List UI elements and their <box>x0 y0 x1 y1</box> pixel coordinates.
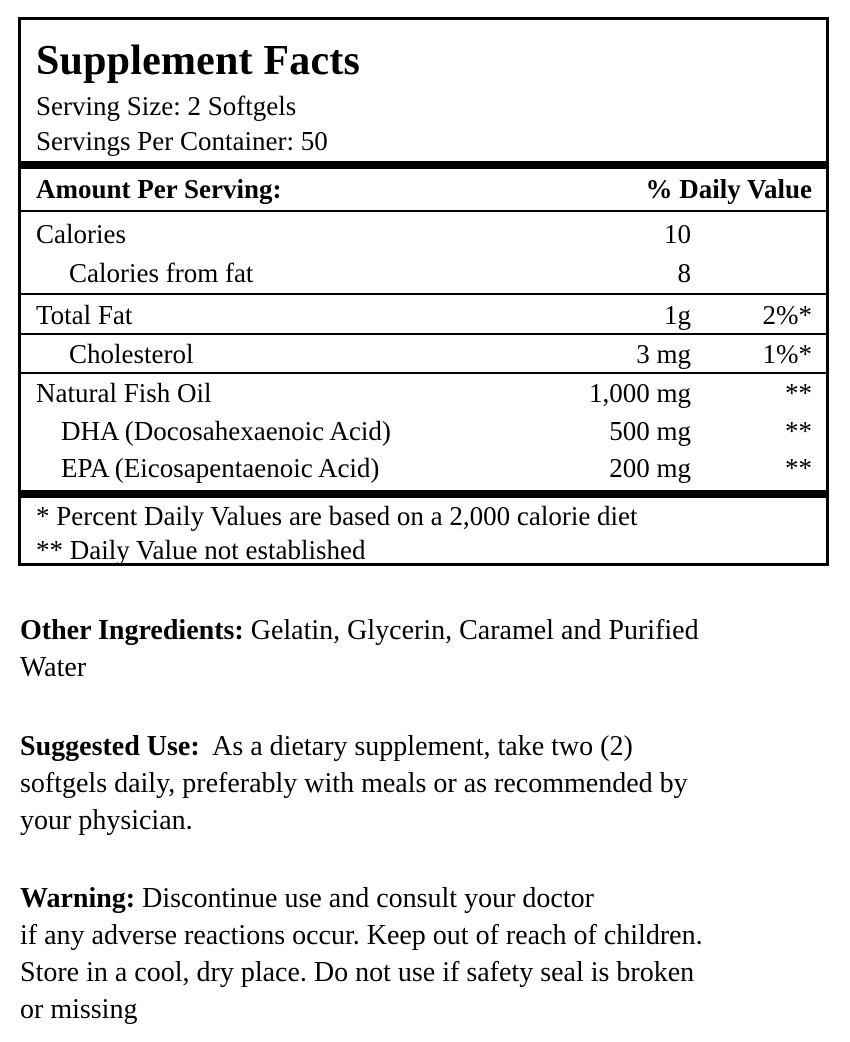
suggested-use-label: Suggested Use: <box>20 731 200 762</box>
nutrient-label: Cholesterol <box>69 339 194 369</box>
divider <box>21 372 826 374</box>
suggested-use-text: your physician. <box>20 805 193 836</box>
nutrient-amount: 10 <box>664 219 691 249</box>
nutrient-amount: 500 mg <box>609 416 691 446</box>
nutrient-row-fish-oil <box>21 376 826 410</box>
nutrient-amount: 1,000 mg <box>588 378 691 408</box>
nutrient-dv: 2%* <box>762 300 812 330</box>
warning-section <box>20 880 835 1028</box>
other-ingredients-section <box>20 612 835 686</box>
thick-divider-bottom <box>21 490 826 498</box>
divider <box>21 293 826 295</box>
suggested-use-text: As a dietary supplement, take two (2) <box>199 731 633 762</box>
suggested-use-text: softgels daily, preferably with meals or as recommended by <box>20 768 688 799</box>
servings-per-container: Servings Per Container: 50 <box>36 126 328 156</box>
amount-per-serving-label: Amount Per Serving: <box>36 174 282 204</box>
other-ingredients-text: Gelatin, Glycerin, Caramel and Purified <box>243 615 699 646</box>
nutrient-row-calories <box>21 217 826 251</box>
nutrient-row-total-fat <box>21 298 826 332</box>
thick-divider-top <box>21 161 826 169</box>
suggested-use-section <box>20 728 835 839</box>
nutrient-label: Calories <box>36 219 126 249</box>
nutrient-dv: ** <box>785 416 812 446</box>
warning-text: or missing <box>20 994 138 1025</box>
nutrient-label: EPA (Eicosapentaenoic Acid) <box>61 453 380 483</box>
nutrient-label: Total Fat <box>36 300 133 330</box>
amount-header-row <box>21 172 826 206</box>
nutrient-amount: 3 mg <box>636 339 691 369</box>
nutrient-label: Calories from fat <box>69 258 254 288</box>
footnote-percent-daily-values: * Percent Daily Values are based on a 2,000 calorie diet <box>36 501 638 531</box>
nutrient-label: Natural Fish Oil <box>36 378 212 408</box>
serving-size: Serving Size: 2 Softgels <box>36 91 297 121</box>
warning-text: if any adverse reactions occur. Keep out of reach of children. <box>20 920 703 951</box>
nutrient-amount: 200 mg <box>609 453 691 483</box>
nutrient-row-epa <box>21 451 826 485</box>
panel-title: Supplement Facts <box>36 38 361 84</box>
daily-value-header: % Daily Value <box>645 174 812 204</box>
nutrient-label: DHA (Docosahexaenoic Acid) <box>61 416 391 446</box>
warning-text: Store in a cool, dry place. Do not use if safety seal is broken <box>20 957 695 988</box>
nutrient-dv: ** <box>785 453 812 483</box>
nutrient-dv: ** <box>785 378 812 408</box>
nutrient-row-dha <box>21 414 826 448</box>
footnote-dv-not-established: ** Daily Value not established <box>36 535 366 565</box>
nutrient-dv: 1%* <box>762 339 812 369</box>
nutrient-amount: 1g <box>664 300 691 330</box>
supplement-facts-panel <box>18 17 829 566</box>
other-ingredients-text: Water <box>20 652 87 683</box>
nutrient-amount: 8 <box>677 258 691 288</box>
other-ingredients-label: Other Ingredients: <box>20 615 244 646</box>
divider <box>21 333 826 335</box>
divider <box>21 210 826 212</box>
warning-text: Discontinue use and consult your doctor <box>135 883 594 914</box>
warning-label: Warning: <box>20 883 136 914</box>
nutrient-row-cholesterol <box>21 337 826 371</box>
nutrient-row-calories-from-fat <box>21 256 826 290</box>
